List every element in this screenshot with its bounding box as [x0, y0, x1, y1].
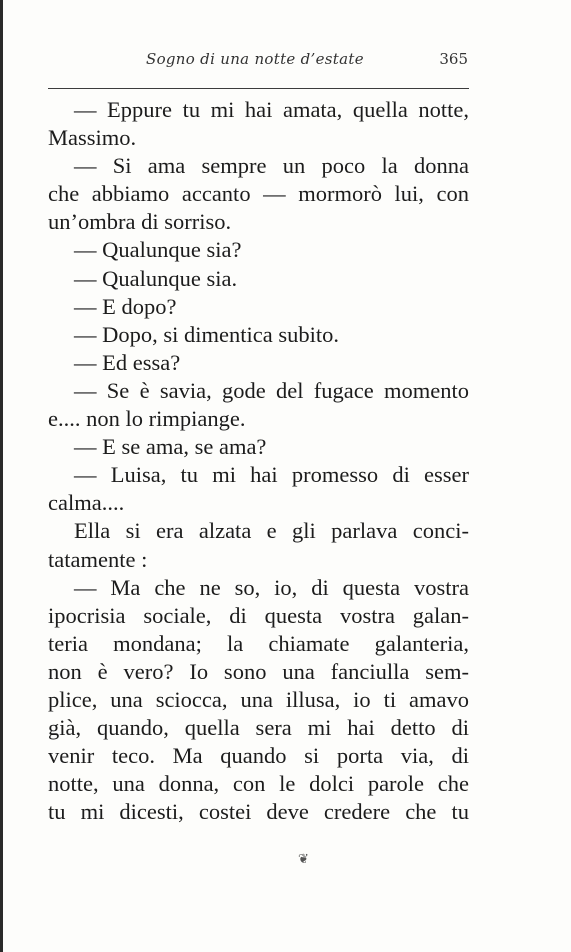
page-header [48, 50, 468, 74]
text-line: non è vero? Io sono una fanciulla sem- [48, 658, 469, 684]
text-line: calma.... [48, 490, 125, 516]
text-line: — Luisa, tu mi hai promesso di esser [74, 462, 469, 488]
text-line: — Ma che ne so, io, di questa vostra [74, 574, 469, 600]
text-line: — Si ama sempre un poco la donna [74, 153, 469, 179]
text-line: — Se è savia, gode del fugace momento [74, 377, 469, 403]
text-line: — Ed essa? [74, 349, 181, 375]
running-title: Sogno di una notte d’estate [146, 50, 364, 68]
text-line: — E dopo? [74, 293, 177, 319]
text-line: — Qualunque sia. [74, 265, 238, 291]
text-line: che abbiamo accanto — mormorò lui, con [48, 181, 469, 207]
text-line: — Qualunque sia? [74, 237, 242, 263]
text-line: Ella si era alzata e gli parlava conci- [74, 518, 469, 544]
header-rule [48, 88, 469, 89]
body-text [48, 96, 469, 826]
text-line: tatamente : [48, 546, 148, 572]
text-line: ipocrisia sociale, di questa vostra galan- [48, 602, 469, 628]
text-line: notte, una donna, con le dolci parole che [48, 771, 469, 797]
text-line: venir teco. Ma quando si porta via, di [48, 743, 469, 769]
page-spine-edge [0, 0, 3, 952]
ornament-icon: ❦ [298, 852, 309, 867]
text-line: e.... non lo rimpiange. [48, 406, 246, 432]
text-line: Massimo. [48, 125, 137, 151]
text-line: — E se ama, se ama? [74, 434, 267, 460]
text-line: già, quando, quella sera mi hai detto di [48, 715, 469, 741]
text-line: — Eppure tu mi hai amata, quella notte, [74, 97, 469, 122]
text-line: tu mi dicesti, costei deve credere che tu [48, 799, 469, 825]
text-line: un’ombra di sorriso. [48, 209, 232, 235]
text-line: plice, una sciocca, una illusa, io ti amavo [48, 686, 469, 712]
text-line: — Dopo, si dimentica subito. [74, 321, 339, 347]
page-number: 365 [439, 50, 468, 68]
text-line: teria mondana; la chiamate galanteria, [48, 630, 469, 656]
